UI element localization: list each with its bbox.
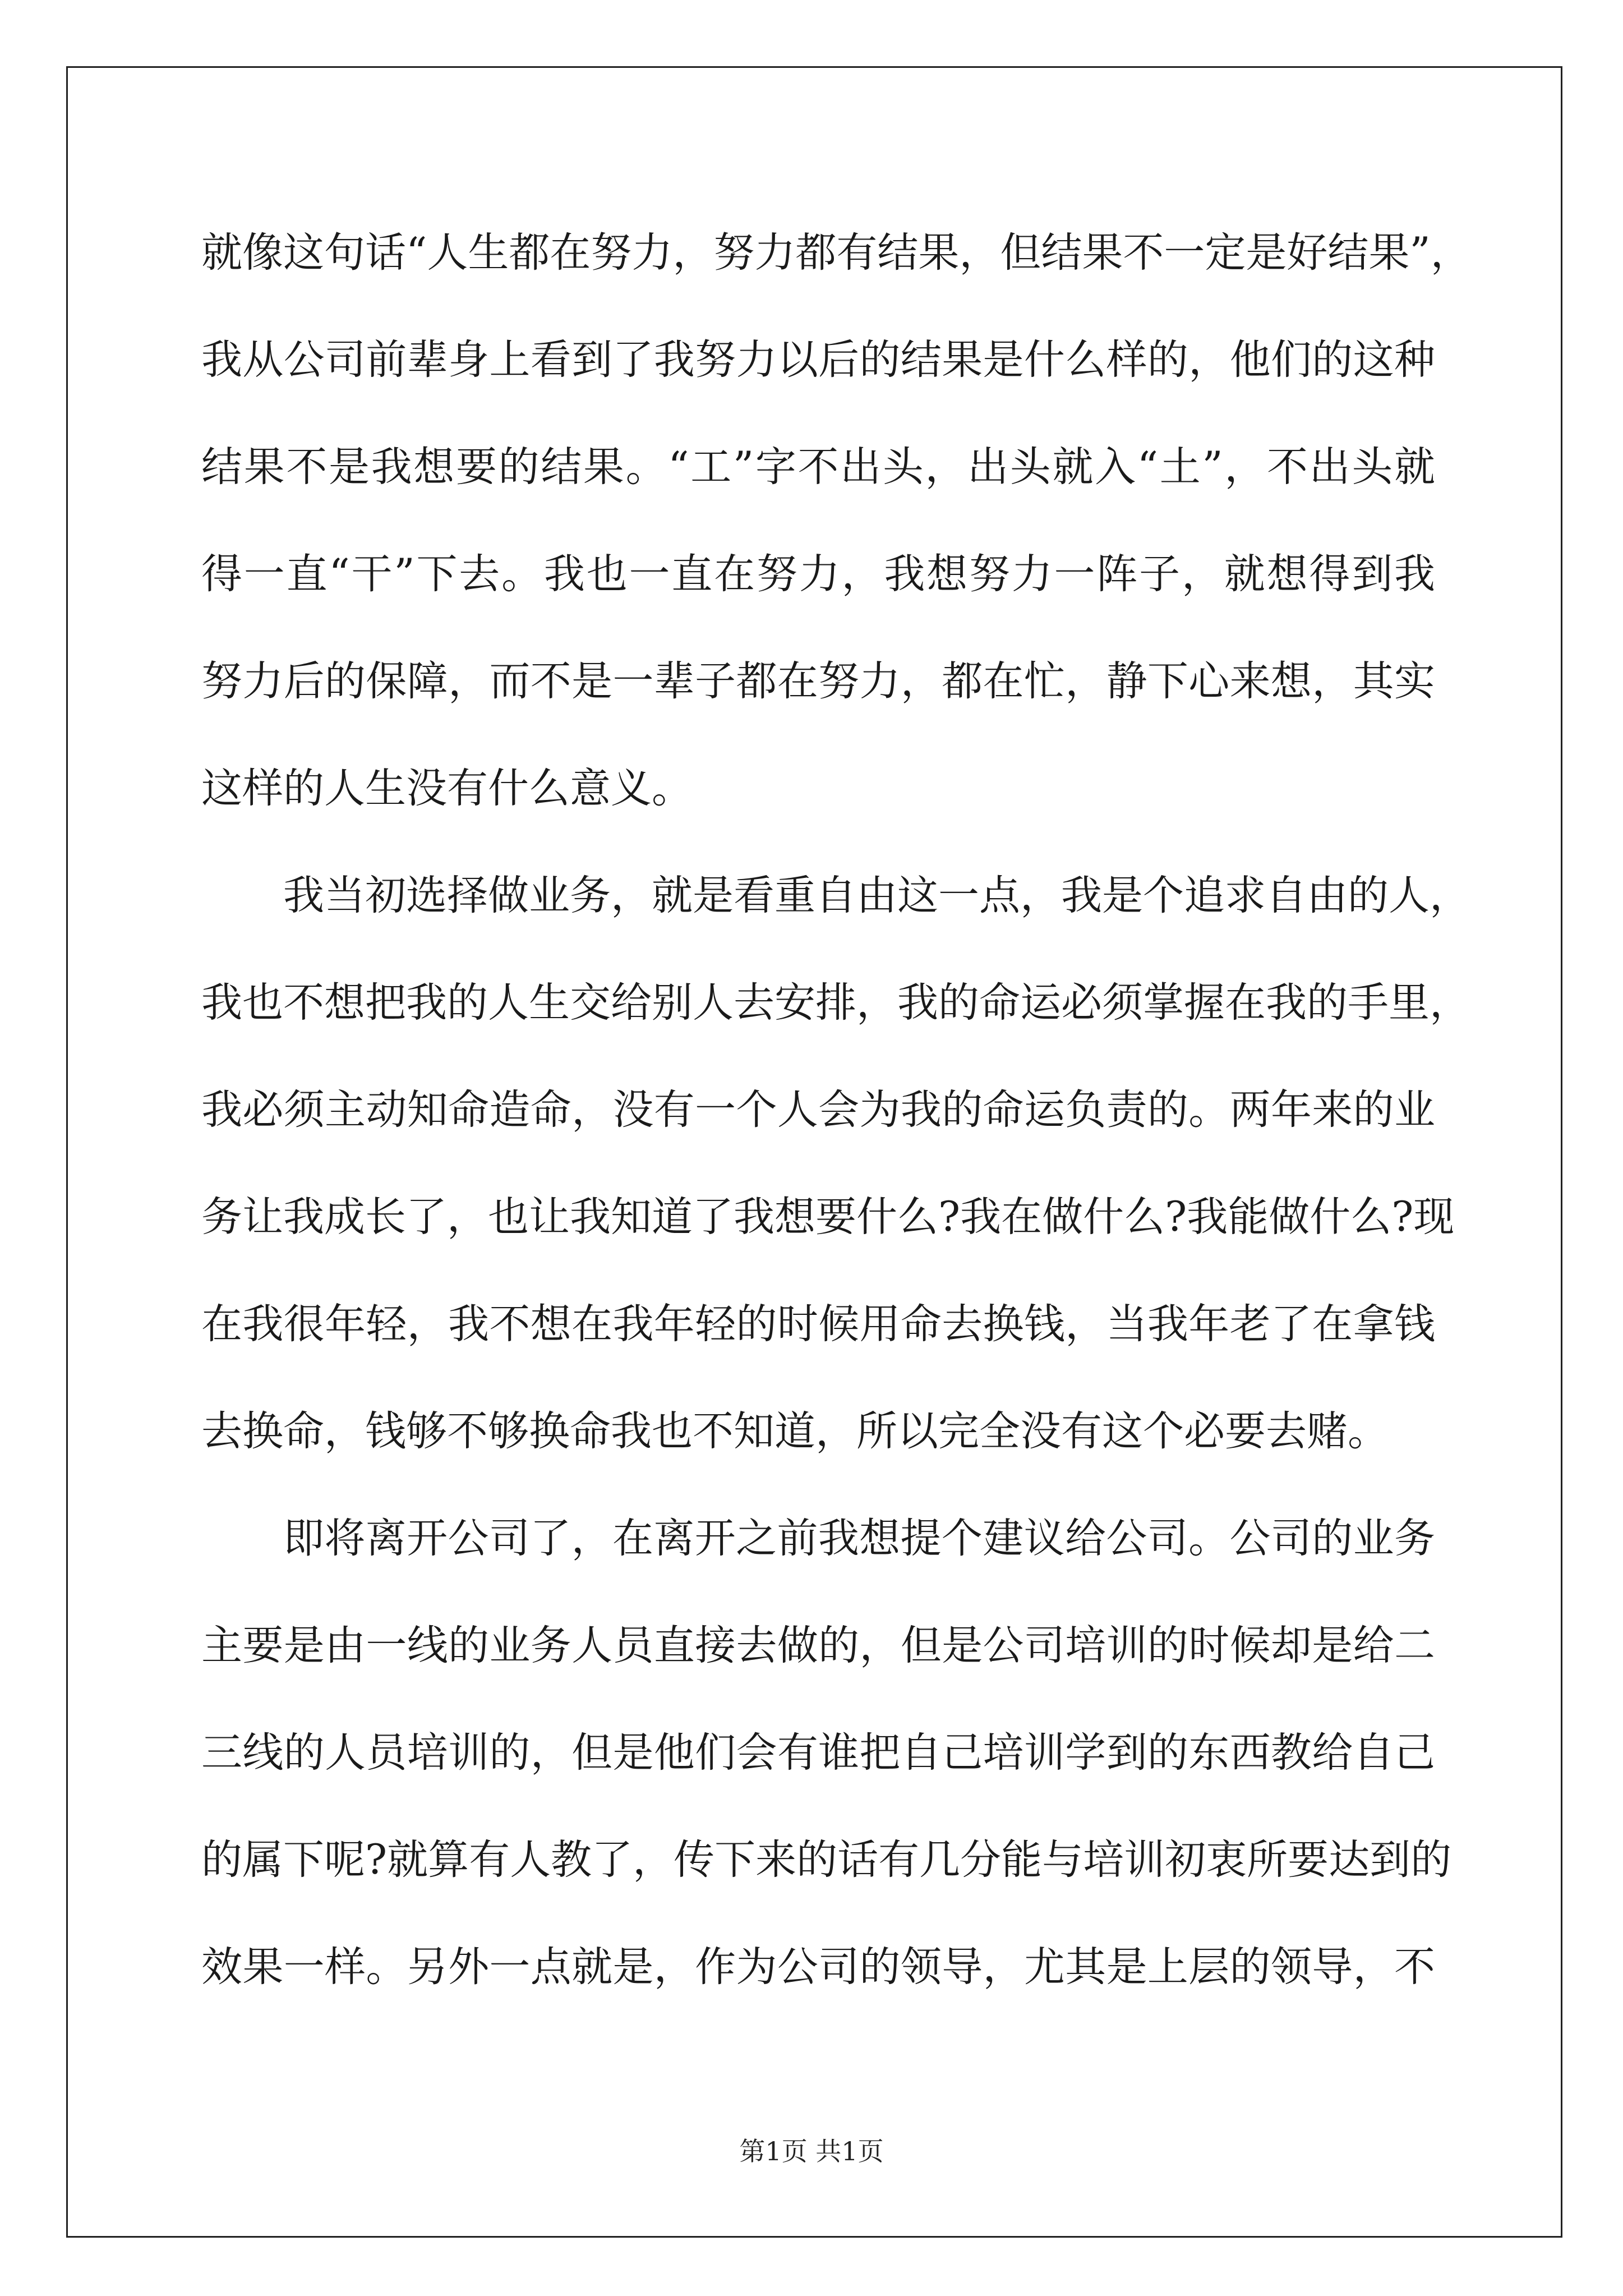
paragraph-1-line-3: 结果不是我想要的结果。“工”字不出头，出头就入“土”，不出头就 <box>201 443 1435 491</box>
paragraph-2-line-4: 务让我成长了，也让我知道了我想要什么?我在做什么?我能做什么?现 <box>201 1193 1455 1241</box>
paragraph-2-line-6: 去换命，钱够不够换命我也不知道，所以完全没有这个必要去赌。 <box>201 1407 1389 1455</box>
paragraph-2-line-3: 我必须主动知命造命，没有一个人会为我的命运负责的。两年来的业 <box>201 1086 1435 1134</box>
paragraph-3-line-5: 效果一样。另外一点就是，作为公司的领导，尤其是上层的领导，不 <box>201 1943 1435 1991</box>
paragraph-3-line-3: 三线的人员培训的，但是他们会有谁把自己培训学到的东西教给自己 <box>201 1729 1435 1777</box>
paragraph-1-line-5: 努力后的保障，而不是一辈子都在努力，都在忙，静下心来想，其实 <box>201 657 1435 705</box>
page-footer: 第1页 共1页 <box>739 2136 884 2166</box>
paragraph-3-line-4: 的属下呢?就算有人教了，传下来的话有几分能与培训初衷所要达到的 <box>201 1836 1452 1884</box>
paragraph-2-line-1: 我当初选择做业务，就是看重自由这一点，我是个追求自由的人， <box>283 872 1470 919</box>
paragraph-3-line-1: 即将离开公司了，在离开之前我想提个建议给公司。公司的业务 <box>283 1515 1435 1562</box>
paragraph-1-line-4: 得一直“干”下去。我也一直在努力，我想努力一阵子，就想得到我 <box>201 550 1435 598</box>
paragraph-2-line-2: 我也不想把我的人生交给别人去安排，我的命运必须掌握在我的手里， <box>201 979 1470 1027</box>
paragraph-1-line-1: 就像这句话“人生都在努力，努力都有结果，但结果不一定是好结果”， <box>201 229 1472 277</box>
paragraph-2-line-5: 在我很年轻，我不想在我年轻的时候用命去换钱，当我年老了在拿钱 <box>201 1300 1435 1348</box>
paragraph-3-line-2: 主要是由一线的业务人员直接去做的，但是公司培训的时候却是给二 <box>201 1622 1435 1669</box>
document-body <box>201 199 1472 2021</box>
paragraph-1-line-6: 这样的人生没有什么意义。 <box>201 765 693 812</box>
paragraph-1-line-2: 我从公司前辈身上看到了我努力以后的结果是什么样的，他们的这种 <box>201 336 1435 384</box>
